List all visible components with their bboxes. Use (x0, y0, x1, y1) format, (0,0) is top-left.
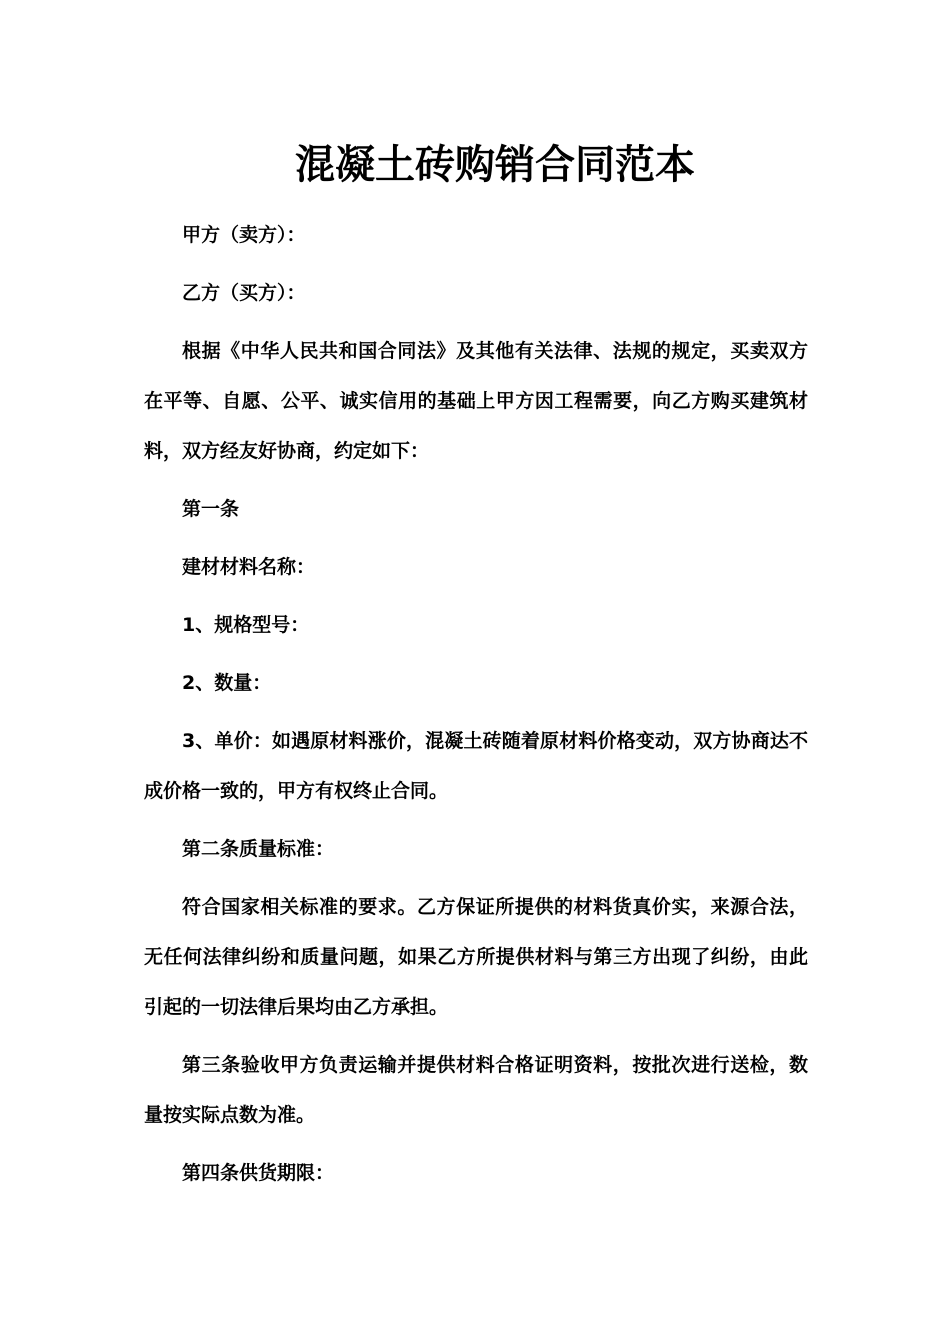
document-title: 混凝土砖购销合同范本 (295, 142, 695, 188)
paragraph (144, 716, 808, 816)
paragraph (144, 1040, 808, 1140)
paragraph-line: 2、数量： (182, 672, 272, 694)
paragraph-line: 乙方（买方）： (182, 282, 306, 304)
paragraph-line: 在平等、自愿、公平、诚实信用的基础上甲方因工程需要，向乙方购买建筑材 (144, 390, 808, 412)
paragraph-line: 符合国家相关标准的要求。乙方保证所提供的材料货真价实，来源合法， (182, 896, 808, 918)
paragraph-line: 无任何法律纠纷和质量问题，如果乙方所提供材料与第三方出现了纠纷，由此 (144, 946, 808, 968)
paragraph-line: 第二条质量标准： (182, 838, 335, 860)
paragraph-line: 3、单价：如遇原材料涨价，混凝土砖随着原材料价格变动，双方协商达不 (182, 730, 808, 752)
paragraph (144, 326, 808, 476)
paragraph-line: 引起的一切法律后果均由乙方承担。 (144, 996, 449, 1018)
paragraph-line: 成价格一致的，甲方有权终止合同。 (144, 780, 449, 802)
paragraph (144, 268, 808, 318)
paragraph (144, 658, 808, 708)
paragraph-line: 量按实际点数为准。 (144, 1104, 316, 1126)
paragraph-line: 第一条 (182, 498, 240, 520)
paragraph-line: 1、规格型号： (182, 614, 310, 636)
paragraph-line: 第四条供货期限： (182, 1162, 335, 1184)
paragraph-line: 第三条验收甲方负责运输并提供材料合格证明资料，按批次进行送检，数 (182, 1054, 808, 1076)
paragraph-line: 根据《中华人民共和国合同法》及其他有关法律、法规的规定，买卖双方 (182, 340, 808, 362)
paragraph-line: 甲方（卖方）： (182, 224, 306, 246)
paragraph-line: 料，双方经友好协商，约定如下： (144, 440, 430, 462)
paragraph (144, 1148, 808, 1198)
paragraph (144, 882, 808, 1032)
paragraph (144, 484, 808, 534)
document-body (144, 210, 808, 1206)
paragraph (144, 210, 808, 260)
paragraph-line: 建材材料名称： (182, 556, 316, 578)
paragraph (144, 824, 808, 874)
paragraph (144, 600, 808, 650)
paragraph (144, 542, 808, 592)
